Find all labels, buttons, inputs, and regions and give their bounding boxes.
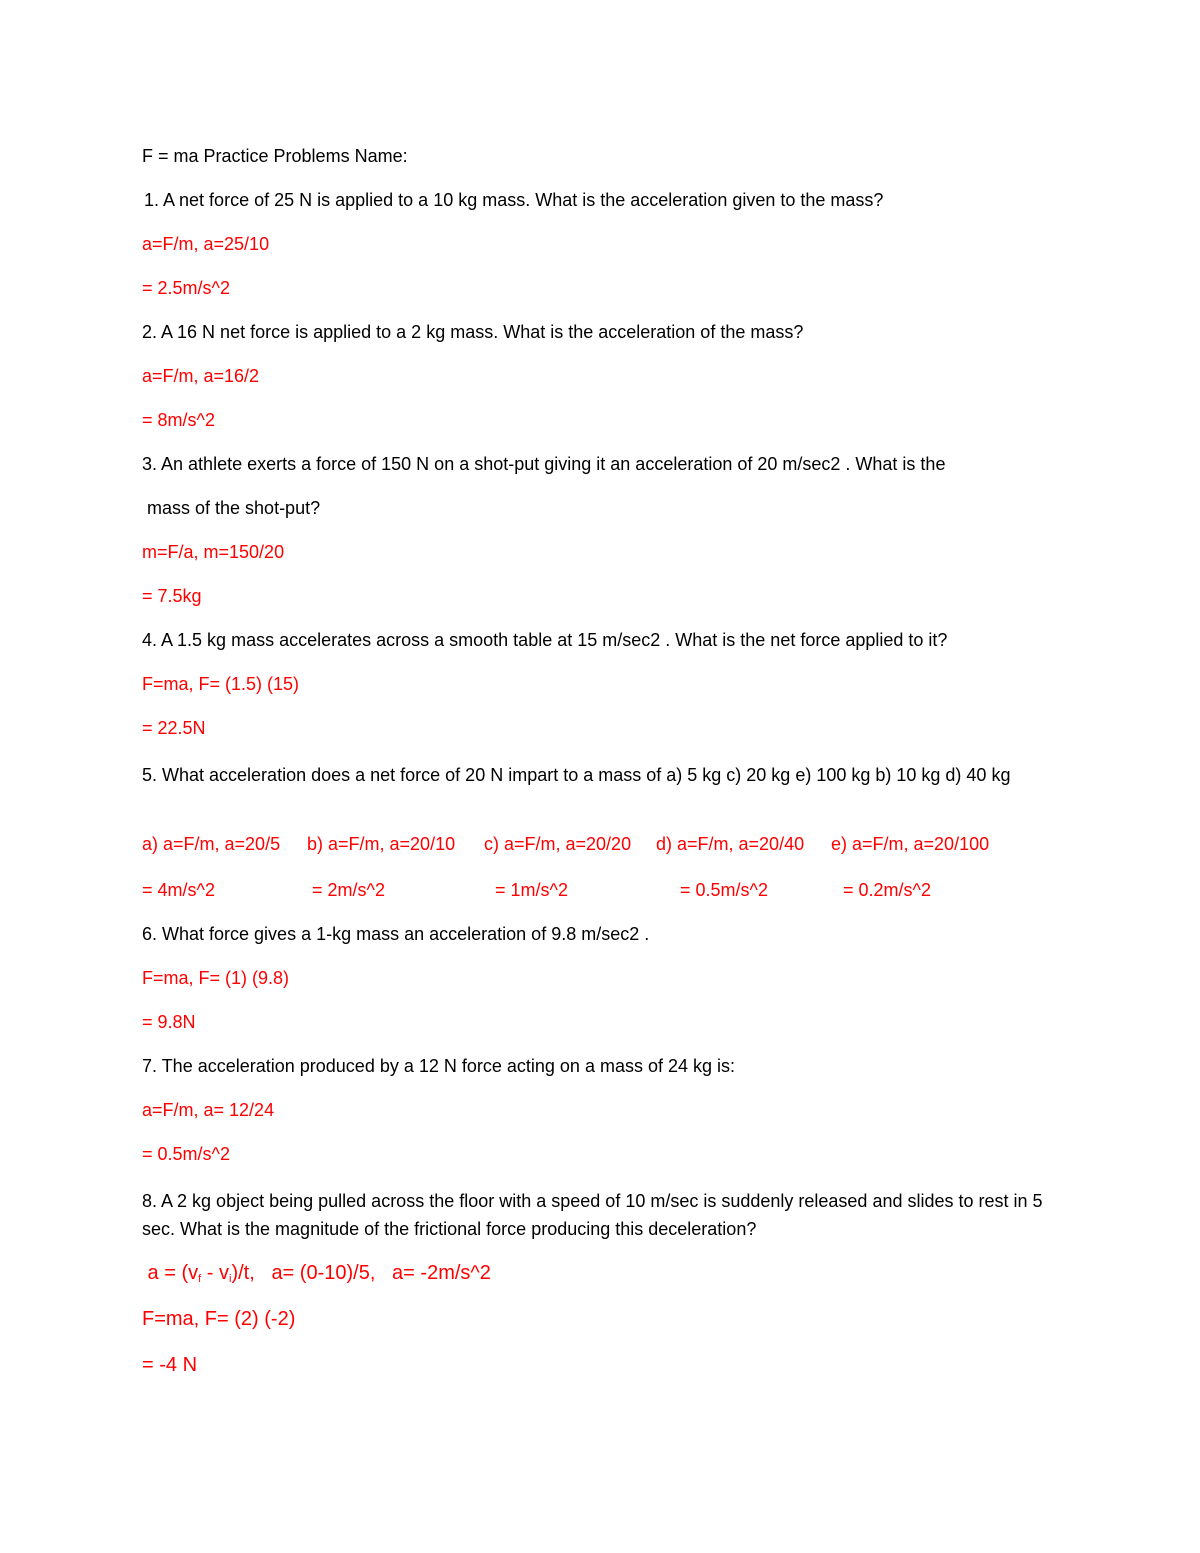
- problem-8-work-acceleration: [142, 1261, 491, 1291]
- problem-5-part-c-answer: = 1m/s^2: [495, 880, 568, 900]
- subscript-final: f: [198, 1273, 202, 1285]
- problem-5-part-d-work: d) a=F/m, a=20/40: [656, 834, 805, 854]
- problem-3-question-continued: mass of the shot-put?: [147, 498, 321, 518]
- subscript-initial: i: [228, 1273, 232, 1285]
- problem-6-work: F=ma, F= (1) (9.8): [142, 968, 290, 988]
- problem-8-question: [142, 1187, 1062, 1243]
- problem-7-work: a=F/m, a= 12/24: [142, 1100, 275, 1120]
- question-text: A 16 N net force is applied to a 2 kg mass. What is the acceleration of the mass?: [157, 322, 804, 342]
- problem-5-question: [142, 761, 1062, 789]
- problem-4-work: F=ma, F= (1.5) (15): [142, 674, 300, 694]
- problem-number: 4.: [142, 630, 158, 650]
- problem-3-question: [142, 453, 945, 475]
- formula-part: - v: [201, 1262, 229, 1284]
- problem-4-answer: = 22.5N: [142, 718, 206, 738]
- problem-3-answer: = 7.5kg: [142, 586, 202, 606]
- formula-part: )/t, a= (0-10)/5, a= -2m/s^2: [231, 1262, 491, 1284]
- problem-6-answer: = 9.8N: [142, 1012, 196, 1032]
- problem-number: 5.: [142, 765, 158, 785]
- problem-5-part-a-answer: = 4m/s^2: [142, 880, 215, 900]
- problem-3-work: m=F/a, m=150/20: [142, 542, 285, 562]
- question-text: A 2 kg object being pulled across the floor with a speed of 10 m/sec is suddenly released and slides to rest in 5 sec. What is the magnitude of the frictional force producing this deceleration?: [142, 1191, 1043, 1239]
- question-text: The acceleration produced by a 12 N force acting on a mass of 24 kg is:: [157, 1056, 736, 1076]
- question-text: What acceleration does a net force of 20 N impart to a mass of a) 5 kg c) 20 kg e) 100 kg b) 10 kg d) 40 kg: [157, 765, 1011, 785]
- problem-4-question: [142, 629, 947, 651]
- problem-8-work-force: F=ma, F= (2) (-2): [142, 1308, 296, 1330]
- formula-part: a = (v: [142, 1262, 199, 1284]
- problem-1-answer: = 2.5m/s^2: [142, 278, 230, 298]
- problem-number: 1.: [144, 190, 160, 210]
- question-text: A net force of 25 N is applied to a 10 kg mass. What is the acceleration given to the mass?: [159, 190, 884, 210]
- problem-7-answer: = 0.5m/s^2: [142, 1144, 230, 1164]
- problem-number: 3.: [142, 454, 158, 474]
- problem-5-part-e-work: e) a=F/m, a=20/100: [831, 834, 990, 854]
- problem-5-part-e-answer: = 0.2m/s^2: [843, 880, 931, 900]
- problem-5-part-d-answer: = 0.5m/s^2: [680, 880, 768, 900]
- problem-number: 6.: [142, 924, 158, 944]
- problem-6-question: [142, 923, 649, 945]
- problem-number: 2.: [142, 322, 158, 342]
- problem-5-part-a-work: a) a=F/m, a=20/5: [142, 834, 281, 854]
- question-text: What force gives a 1-kg mass an acceleration of 9.8 m/sec2 .: [157, 924, 650, 944]
- problem-5-part-b-work: b) a=F/m, a=20/10: [307, 834, 456, 854]
- problem-1-question: [143, 189, 883, 211]
- problem-7-question: [142, 1055, 735, 1077]
- problem-number: 8.: [142, 1191, 158, 1211]
- worksheet-header: F = ma Practice Problems Name:: [142, 146, 408, 166]
- question-text: An athlete exerts a force of 150 N on a shot-put giving it an acceleration of 20 m/sec2 . What is the: [157, 454, 946, 474]
- problem-1-work: a=F/m, a=25/10: [142, 234, 270, 254]
- problem-number: 7.: [142, 1056, 158, 1076]
- problem-5-part-b-answer: = 2m/s^2: [312, 880, 385, 900]
- problem-2-answer: = 8m/s^2: [142, 410, 215, 430]
- problem-8-answer: = -4 N: [142, 1354, 198, 1376]
- problem-2-question: [142, 321, 803, 343]
- problem-2-work: a=F/m, a=16/2: [142, 366, 260, 386]
- question-text: A 1.5 kg mass accelerates across a smooth table at 15 m/sec2 . What is the net force applied to it?: [157, 630, 948, 650]
- problem-5-part-c-work: c) a=F/m, a=20/20: [484, 834, 632, 854]
